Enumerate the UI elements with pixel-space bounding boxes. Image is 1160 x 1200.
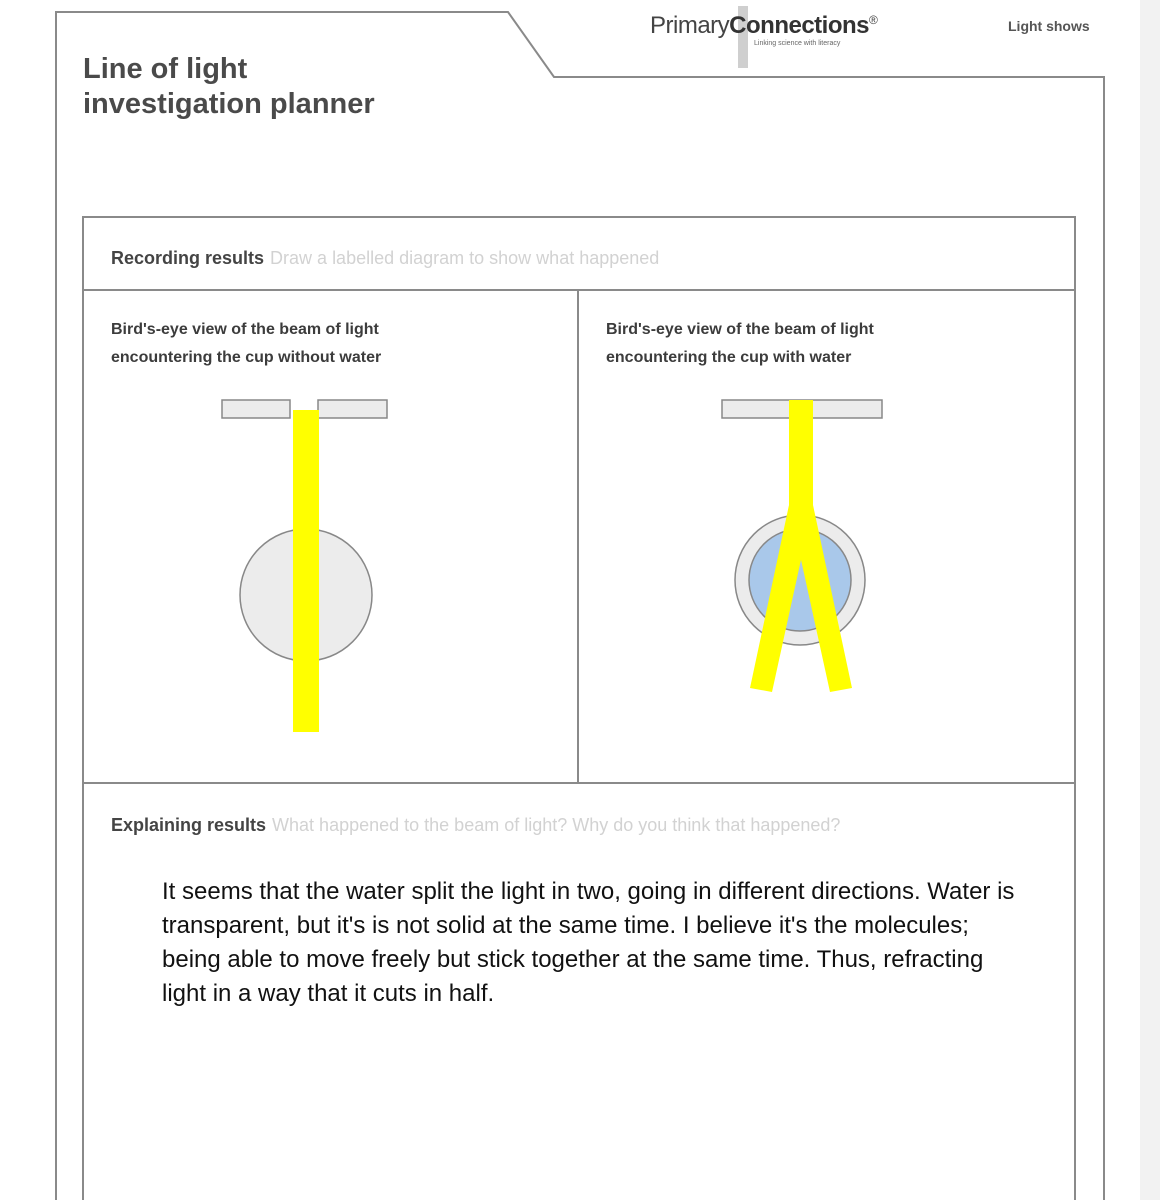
left-slit-card-left — [222, 400, 290, 418]
left-diagram-caption: Bird's-eye view of the beam of light encountering the cup without water — [111, 321, 382, 366]
title-line-2: investigation planner — [83, 88, 375, 120]
student-answer: It seems that the water split the light in two, going in different directions. Water is transparent, but it's is not solid at the same time. I believe it's the molecules; being able to move freely but stick together at the same time. Thus, refracting light in a way that it cuts in half. — [162, 878, 1015, 1007]
explaining-results-label: Explaining results — [111, 815, 267, 835]
logo-tagline: Linking science with literacy — [754, 40, 841, 47]
diagram-without-water — [222, 400, 387, 732]
recording-results-label: Recording results — [111, 248, 265, 268]
light-beam-straight — [293, 410, 319, 732]
explaining-results-header — [111, 815, 840, 836]
diagram-with-water — [722, 400, 882, 692]
unit-name: Light shows — [1008, 18, 1090, 34]
title-line-1: Line of light — [83, 53, 248, 85]
logo-wordmark: PrimaryConnections® — [650, 12, 878, 39]
right-diagram-caption: Bird's-eye view of the beam of light encountering the cup with water — [606, 321, 874, 366]
recording-results-prompt: Draw a labelled diagram to show what happened — [270, 248, 660, 268]
explaining-results-prompt: What happened to the beam of light? Why do you think that happened? — [272, 815, 841, 835]
left-slit-card-right — [318, 400, 387, 418]
